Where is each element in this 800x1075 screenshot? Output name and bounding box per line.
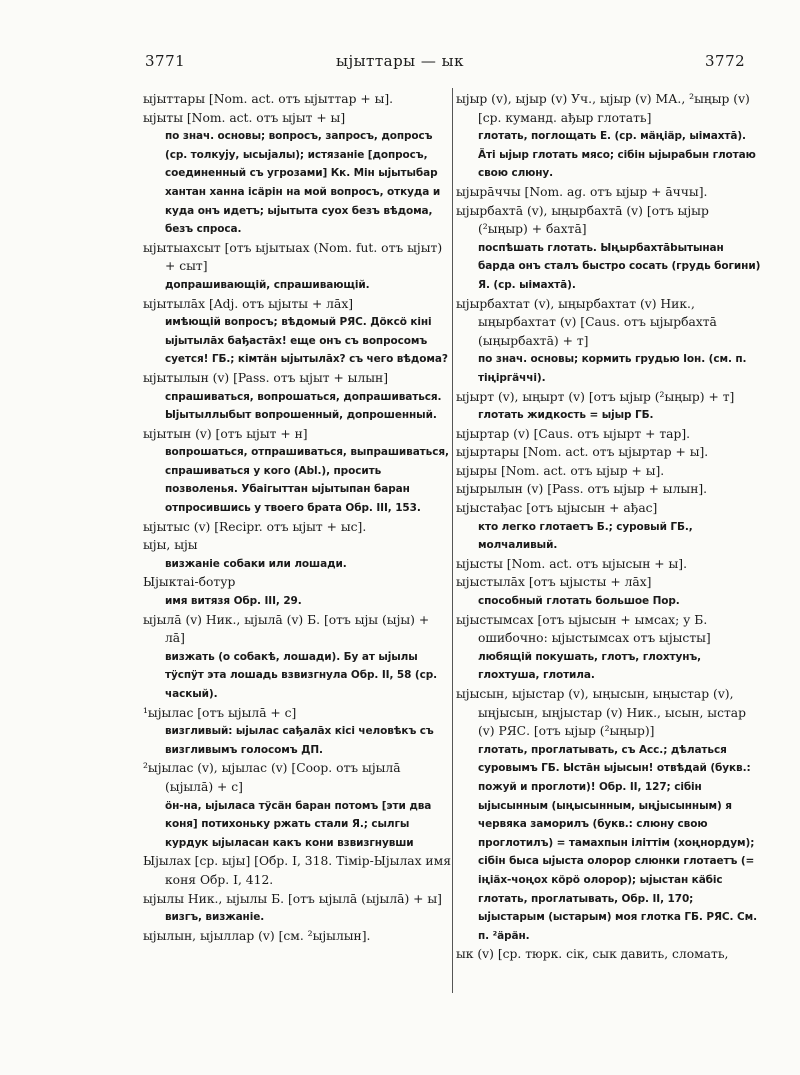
translation-text: öн-на, ыјыласа тÿсäн баран потомъ [эти два коня] потихоньку ржать стали Я.; сылгы курдук ыјыласан какъ кони взвизгнувши	[165, 799, 432, 849]
dictionary-entry: Ыјыктаі-ботур	[143, 575, 236, 590]
dictionary-entry: ыјыртар (v) [Caus. отъ ыјырт + тар].	[456, 426, 691, 441]
dictionary-entry: ыјытылын (v) [Pass. отъ ыјыт + ылын]	[143, 370, 389, 385]
dictionary-entry: ыјысты [Nom. act. отъ ыјысын + ы].	[456, 556, 687, 571]
right-column	[456, 90, 762, 964]
translation-text: по знач. основы; вопросъ, запросъ, допросъ (ср. толкују, ысыјалы); истязаніе [допросъ, соединенный съ угрозами] Кк. Мін ыјытыбар хантан ханна ісäрін на мой вопросъ, откуда и куда онъ идетъ; ыјытыта суох безъ вѣдома, безъ спроса.	[165, 130, 441, 236]
dictionary-entry: ыјыр (v), ыјыр (v) Уч., ыјыр (v) МА., ²ыңыр (v) [ср. куманд. ађыр глотать]	[456, 92, 750, 125]
dictionary-entry: ыјылā (v) Ник., ыјылā (v) Б. [отъ ыјы (ыјы) + лā]	[143, 612, 430, 646]
translation-text: по знач. основы; кормить грудью Іон. (см. п. тіңіргäччі).	[478, 353, 747, 384]
dictionary-entry: ыјыстылāх [отъ ыјысты + лāх]	[456, 575, 652, 590]
translation-text: визгъ, визжаніе.	[165, 911, 265, 924]
dictionary-entry: ²ыјылас (v), ыјылас (v) [Coop. отъ ыјылā (ыјылā) + с]	[143, 761, 401, 794]
dictionary-entry: ыјылын, ыјыллар (v) [см. ²ыјылын].	[143, 928, 371, 943]
dictionary-entry: Ыјылах [ср. ыјы] [Обр. I, 318. Тімір-Ыјылах имя коня Обр. I, 412.	[143, 854, 451, 887]
dictionary-entry: ыјырт (v), ыңырт (v) [отъ ыјыр (²ыңыр) + т]	[456, 389, 735, 404]
dictionary-entry: ыјырбахтā (v), ыңырбахтā (v) [отъ ыјыр (²ыңыр) + бахтā]	[456, 203, 709, 237]
dictionary-entry: ыјытыс (v) [Recipr. отъ ыјыт + ыс].	[143, 519, 367, 534]
dictionary-entry: ыјырбахтат (v), ыңырбахтат (v) Ник., ыңырбахтат (v) [Caus. отъ ыјырбахтā (ыңырбахтā) + т]	[456, 296, 717, 348]
dictionary-entry: ыјы, ыјы	[143, 538, 198, 553]
translation-text: визжаніе собаки или лошади.	[165, 557, 347, 570]
dictionary-entry: ¹ыјылас [отъ ыјылā + с]	[143, 705, 297, 720]
dictionary-entry: ыјылы Ник., ыјылы Б. [отъ ыјылā (ыјылā) + ы]	[143, 891, 442, 906]
dictionary-entry: ыјырылын (v) [Pass. отъ ыјыр + ылын].	[456, 482, 708, 497]
dictionary-entry: ыјытын (v) [отъ ыјыт + н]	[143, 426, 308, 441]
translation-text: имя витязя Обр. III, 29.	[165, 595, 302, 608]
translation-text: глотать, поглощать Е. (ср. мäңіäр, ыімахтā). Äті ыјыр глотать мясо; сібін ыјырабын глотаю свою слюну.	[478, 130, 756, 180]
dictionary-entry: ыјысын, ыјыстар (v), ыңысын, ыңыстар (v), ыңјысын, ыңјыстар (v) Ник., ысын, ыстар (v) РЯС. [отъ ыјыр (²ыңыр)]	[456, 687, 746, 739]
dictionary-entry: ыјыры [Nom. act. отъ ыјыр + ы].	[456, 463, 665, 478]
translation-text: спрашиваться, вопрошаться, допрашиваться. Ыјытыллыбыт вопрошенный, допрошенный.	[165, 390, 442, 422]
translation-text: имѣющій вопросъ; вѣдомый РЯС. Дöксö кіні ыјытылāх бађастāх! еще онъ съ вопросомъ суется! ГБ.; кімтäн ыјытылāх? съ чего вѣдома?	[165, 316, 448, 366]
dictionary-entry: ыјыты [Nom. act. отъ ыјыт + ы]	[143, 110, 346, 125]
translation-text: любящій покушать, глотъ, глохтунъ, глохтуша, глотила.	[478, 650, 702, 682]
translation-text: визжать (о собакѣ, лошади). Бу ат ыјылы тÿспÿт эта лошадь взвизгнула Обр. II, 58 (ср. часкый).	[165, 650, 437, 700]
column-divider	[452, 88, 453, 993]
dictionary-entry: ыјырāччы [Nom. ag. отъ ыјыр + āччы].	[456, 184, 708, 199]
page-number-left: 3771	[145, 52, 186, 70]
dictionary-entry: ыјытылāх [Adj. отъ ыјыты + лāх]	[143, 296, 354, 311]
translation-text: поспѣшать глотать. Ыңырбахтābытынан барда онъ сталъ быстро сосать (грудь богини) Я. (ср. ыімахтā).	[478, 241, 761, 291]
dictionary-entry: ыјыртары [Nom. act. отъ ыјыртар + ы].	[456, 445, 709, 460]
page-number-right: 3772	[705, 52, 746, 70]
dictionary-entry: ыјытыахсыт [отъ ыјытыах (Nom. fut. отъ ыјыт) + сыт]	[143, 240, 443, 274]
translation-text: визгливый: ыјылас сађалāх кісі человѣкъ съ визгливымъ голосомъ ДП.	[165, 725, 434, 756]
dictionary-entry: ык (v) [ср. тюрк. сік, сык давить, сломать,	[456, 947, 729, 962]
translation-text: глотать, проглатывать, съ Acc.; дѣлаться суровымъ ГБ. Ыстāн ыјысын! отвѣдай (букв.: пожуй и проглоти)! Обр. II, 127; сібін ыјысынным (ыңысынным, ыңјысынным) я червяка заморилъ (букв.: слюну свою проглотилъ) = тамахпын іліттім (хоңнордум); сібін быса ыјыста олорор слюнки глотаетъ (= іңіäх-чоңох кöрö олорор); ыјыстан кäбіс глотать, проглатывать, Обр. II, 170; ыјыстарым (ыстарым) моя глотка ГБ. РЯС. См. п. ²äрäн.	[478, 743, 757, 942]
translation-text: глотать жидкость = ыјыр ГБ.	[478, 409, 654, 422]
dictionary-entry: ыјыстађас [отъ ыјысын + ађас]	[456, 501, 658, 516]
translation-text: допрашивающій, спрашивающій.	[165, 278, 370, 291]
running-header: ыјыттары — ык	[336, 52, 464, 70]
translation-text: кто легко глотаетъ Б.; суровый ГБ., молчаливый.	[478, 520, 693, 552]
left-column	[143, 90, 451, 945]
dictionary-entry: ыјыстымсах [отъ ыјысын + ымсах; у Б. ошибочно: ыјыстымсах отъ ыјысты]	[456, 612, 711, 646]
dictionary-entry: ыјыттары [Nom. act. отъ ыјыттар + ы].	[143, 92, 394, 106]
translation-text: вопрошаться, отпрашиваться, выпрашиваться, спрашиваться у кого (Abl.), просить позволенья. Убаiгыттан ыјытыпан баран отпросившись у твоего брата Обр. III, 153.	[165, 446, 449, 515]
translation-text: способный глотать большое Пор.	[478, 595, 680, 608]
